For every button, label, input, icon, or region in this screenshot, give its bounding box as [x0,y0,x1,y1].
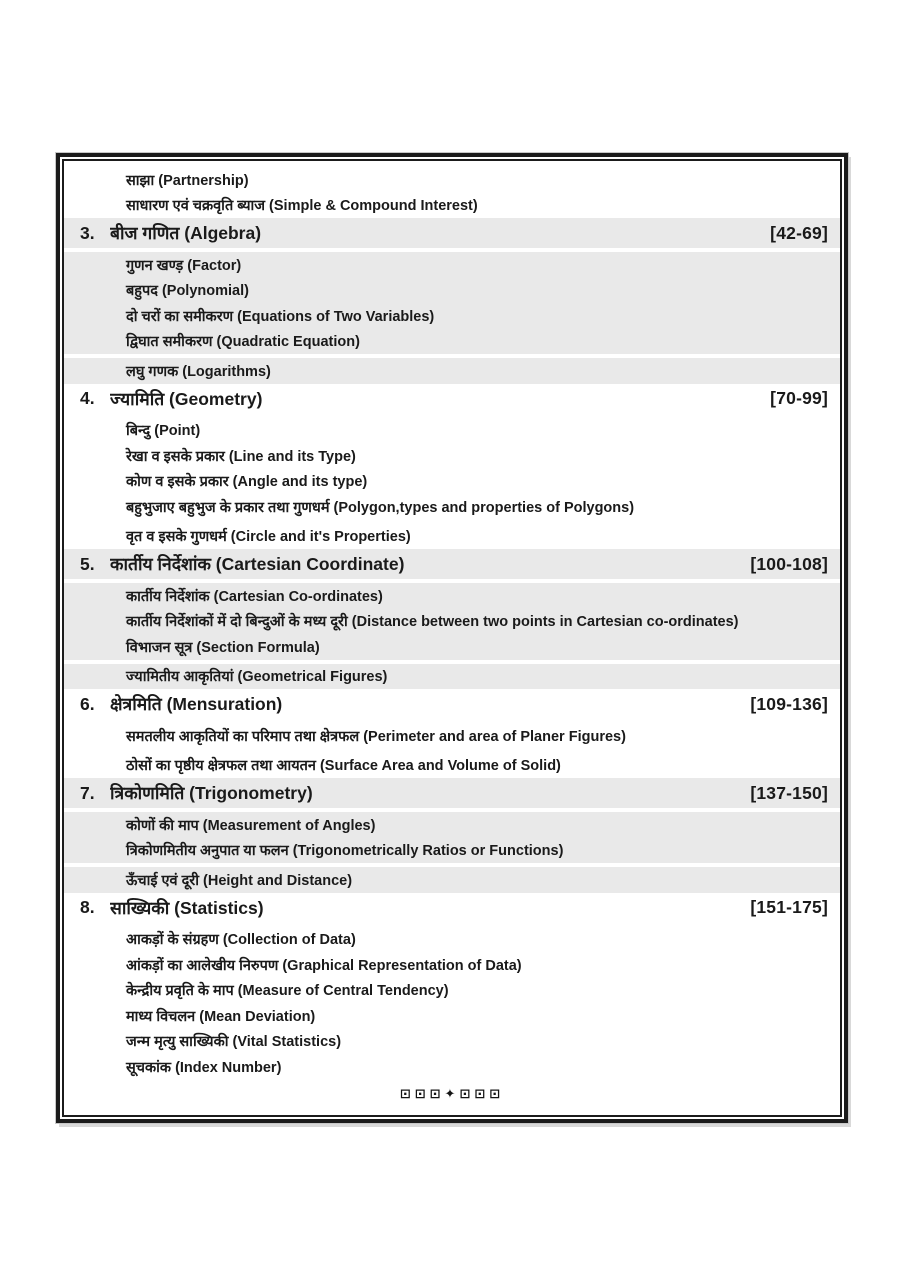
topic-label: बहुपद (Polynomial) [126,283,249,300]
topic-label: दो चरों का समीकरण (Equations of Two Variables) [126,308,435,325]
toc-topic-row [64,838,840,864]
chapter-number: 7. [80,782,95,803]
toc-chapter-heading-row [64,778,840,808]
toc-topic-row [64,443,840,469]
topic-label: आकड़ों के संग्रहण (Collection of Data) [126,932,356,949]
topic-label: गुणन खण्ड़ (Factor) [126,257,242,274]
toc-topic-row [64,1029,840,1055]
toc-topic-row [64,494,840,520]
end-ornament: ⊡⊡⊡✦⊡⊡⊡ [399,1085,505,1101]
chapter-number: 5. [80,553,95,574]
chapter-number: 6. [80,693,95,714]
chapter-title: क्षेत्रमिति (Mensuration) [110,694,283,714]
toc-topic-row [64,927,840,953]
toc-topic-row [64,583,840,609]
topic-label: ठोसों का पृष्ठीय क्षेत्रफल तथा आयतन (Surface Area and Volume of Solid) [126,758,561,775]
toc-topic-row [64,193,840,219]
topic-label: त्रिकोणमितीय अनुपात या फलन (Trigonometrically Ratios or Functions) [126,843,564,860]
page-frame-outer [56,153,848,1123]
topic-label: द्विघात समीकरण (Quadratic Equation) [126,334,360,351]
toc-chapter-heading-row [64,893,840,923]
chapter-number: 3. [80,222,95,243]
topic-label: केन्द्रीय प्रवृति के माप (Measure of Central Tendency) [126,983,449,1000]
toc-topic-row [64,358,840,384]
page-frame-inner [62,159,842,1117]
topic-label: कार्तीय निर्देशांकों में दो बिन्दुओं के मध्य दूरी (Distance between two points in Cartesian co-ordinates) [126,614,739,631]
topic-label: कोण व इसके प्रकार (Angle and its type) [126,474,368,491]
toc-topic-row [64,812,840,838]
toc-topic-row [64,303,840,329]
chapter-title: बीज गणित (Algebra) [110,223,262,243]
topic-label: लघु गणक (Logarithms) [126,363,271,380]
toc-topic-row [64,664,840,690]
chapter-page-range: [151-175] [750,897,828,917]
toc-topic-row [64,867,840,893]
topic-label: विभाजन सूत्र (Section Formula) [126,639,320,656]
chapter-number: 8. [80,897,95,917]
chapter-page-range: [42-69] [770,222,828,243]
toc-topic-row [64,609,840,635]
chapter-page-range: [100-108] [750,553,828,574]
topic-label: बिन्दु (Point) [126,423,201,440]
topic-label: कोणों की माप (Measurement of Angles) [126,817,376,834]
toc-topic-row [64,753,840,779]
topic-label: वृत व इसके गुणधर्म (Circle and it's Properties) [126,529,411,546]
chapter-page-range: [70-99] [770,388,828,408]
topic-label: माध्य विचलन (Mean Deviation) [126,1008,316,1025]
toc-topic-row [64,252,840,278]
toc-topic-row [64,978,840,1004]
topic-label: ज्यामितीय आकृतियां (Geometrical Figures) [126,669,388,686]
topic-label: ऊँचाई एवं दूरी (Height and Distance) [126,872,353,889]
topic-label: साधारण एवं चक्रवृति ब्याज (Simple & Compound Interest) [126,198,478,215]
toc-topic-row [64,167,840,193]
toc-topic-row [64,634,840,660]
chapter-title: ज्यामिति (Geometry) [110,388,263,409]
topic-label: साझा (Partnership) [126,172,249,189]
toc-chapter-heading-row [64,689,840,719]
chapter-number: 4. [80,388,95,408]
topic-label: बहुभुजाए बहुभुज के प्रकार तथा गुणधर्म (Polygon,types and properties of Polygons) [126,499,635,516]
topic-label: रेखा व इसके प्रकार (Line and its Type) [126,448,356,465]
toc-topic-row [64,1054,840,1080]
toc-chapter-heading-row [64,384,840,414]
chapter-page-range: [137-150] [750,782,828,803]
chapter-title: कार्तीय निर्देशांक (Cartesian Coordinate) [110,554,405,574]
toc-topic-row [64,469,840,495]
toc-topic-row [64,329,840,355]
topic-label: कार्तीय निर्देशांक (Cartesian Co-ordinates) [126,588,383,605]
chapter-title: साख्यिकी (Statistics) [110,897,264,918]
toc-chapter-heading-row [64,218,840,248]
toc-topic-row [64,524,840,550]
toc-topic-row [64,723,840,749]
topic-label: आंकड़ों का आलेखीय निरुपण (Graphical Representation of Data) [126,957,522,974]
toc-topic-row [64,278,840,304]
topic-label: जन्म मृत्यु साख्यिकी (Vital Statistics) [126,1034,342,1051]
topic-label: समतलीय आकृतियों का परिमाप तथा क्षेत्रफल (Perimeter and area of Planer Figures) [126,728,626,745]
toc-topic-row [64,1003,840,1029]
topic-label: सूचकांक (Index Number) [126,1059,282,1076]
chapter-page-range: [109-136] [750,693,828,714]
toc-topic-row [64,952,840,978]
chapter-title: त्रिकोणमिति (Trigonometry) [110,783,313,803]
toc-chapter-heading-row [64,549,840,579]
toc-topic-row [64,418,840,444]
toc-list [64,167,840,1080]
